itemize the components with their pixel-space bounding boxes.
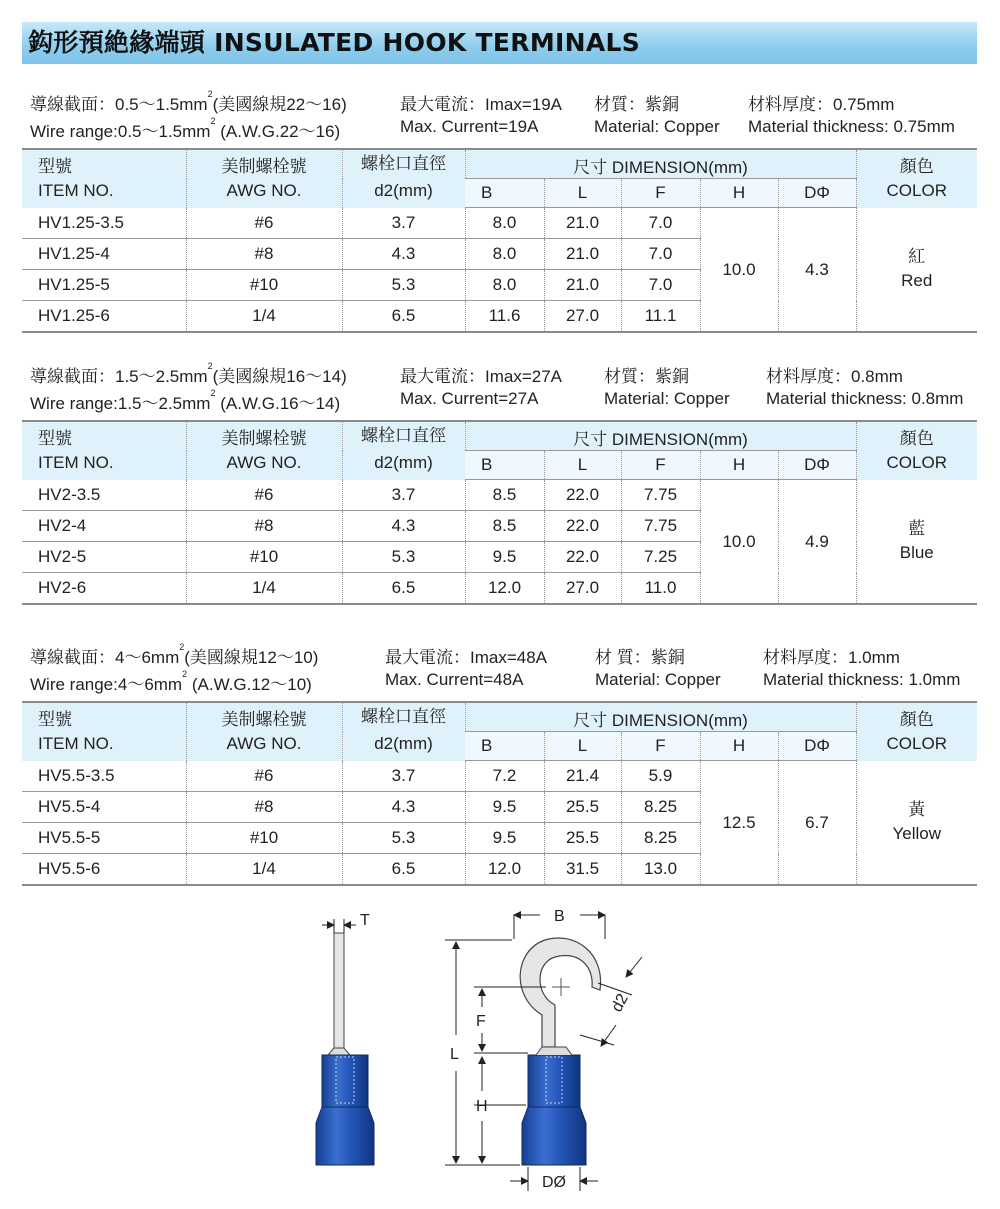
color-en: Blue	[899, 543, 934, 563]
cell-item: HV1.25-3.5	[22, 208, 186, 239]
max-current-cn: 最大電流：Imax=19A	[400, 95, 563, 114]
header-item	[22, 702, 186, 761]
header-color-en: COLOR	[886, 180, 947, 200]
header-dphi: DΦ	[778, 451, 856, 480]
label-dphi: DØ	[542, 1174, 566, 1191]
header-b: B	[465, 179, 544, 208]
terminal-section-3	[22, 637, 977, 878]
material-en: Material: Copper	[604, 389, 730, 408]
wire-range-cn-a: 導線截面：1.5～2.5mm	[30, 367, 208, 386]
max-current-cn: 最大電流：Imax=48A	[385, 648, 548, 667]
diagram-svg	[280, 895, 700, 1195]
wire-range-cn-a: 導線截面：4～6mm	[30, 648, 180, 667]
header-color-en: COLOR	[886, 452, 947, 472]
header-d2-cn: 螺栓口直徑	[361, 153, 446, 173]
cell-l: 21.0	[544, 239, 621, 270]
cell-awg: #10	[186, 270, 342, 301]
cell-f: 7.0	[621, 270, 700, 301]
superscript-2: 2	[182, 669, 188, 679]
cell-b: 8.5	[465, 480, 544, 511]
cell-d2: 3.7	[342, 208, 465, 239]
cell-b: 12.0	[465, 573, 544, 605]
cell-l: 31.5	[544, 854, 621, 886]
color-cn: 紅	[908, 247, 926, 267]
cell-h: 10.0	[700, 208, 778, 333]
thickness-en: Material thickness: 0.8mm	[766, 389, 964, 408]
header-item-cn: 型號	[38, 428, 72, 448]
terminal-section-2	[22, 356, 977, 597]
cell-l: 21.4	[544, 761, 621, 792]
cell-f: 13.0	[621, 854, 700, 886]
header-l: L	[544, 451, 621, 480]
spec-block	[22, 637, 977, 693]
cell-d2: 3.7	[342, 480, 465, 511]
cell-item: HV2-5	[22, 542, 186, 573]
header-d2-cn: 螺栓口直徑	[361, 706, 446, 726]
material-en: Material: Copper	[595, 670, 721, 689]
cell-h: 10.0	[700, 480, 778, 605]
header-f: F	[621, 451, 700, 480]
cell-item: HV5.5-4	[22, 792, 186, 823]
cell-d2: 5.3	[342, 270, 465, 301]
cell-awg: 1/4	[186, 854, 342, 886]
cell-f: 7.0	[621, 208, 700, 239]
header-color-cn: 顏色	[899, 709, 934, 729]
wire-range-cn	[30, 643, 318, 668]
cell-dphi: 4.3	[778, 208, 856, 333]
cell-b: 9.5	[465, 823, 544, 854]
cell-d2: 4.3	[342, 239, 465, 270]
wire-range-en-a: Wire range:4～6mm	[30, 675, 183, 694]
wire-range-cn	[30, 90, 347, 115]
cell-dphi: 6.7	[778, 761, 856, 886]
cell-b: 9.5	[465, 792, 544, 823]
cell-b: 7.2	[465, 761, 544, 792]
header-item-cn: 型號	[38, 709, 72, 729]
wire-range-cn-b: (美國線規16～14)	[212, 367, 347, 386]
header-dphi: DΦ	[778, 179, 856, 208]
thickness-en: Material thickness: 1.0mm	[763, 670, 961, 689]
cell-f: 7.75	[621, 511, 700, 542]
cell-f: 5.9	[621, 761, 700, 792]
cell-b: 8.0	[465, 239, 544, 270]
header-f: F	[621, 179, 700, 208]
wire-range-cn-a: 導線截面：0.5～1.5mm	[30, 95, 208, 114]
header-item-en: ITEM NO.	[38, 733, 114, 753]
cell-f: 8.25	[621, 823, 700, 854]
cell-d2: 3.7	[342, 761, 465, 792]
thickness-en: Material thickness: 0.75mm	[748, 117, 955, 136]
wire-range-en-b: (A.W.G.16～14)	[215, 394, 341, 413]
cell-awg: 1/4	[186, 573, 342, 605]
header-item-en: ITEM NO.	[38, 180, 114, 200]
cell-f: 11.1	[621, 301, 700, 333]
header-awg	[186, 421, 342, 480]
material-cn: 材質：紫銅	[604, 367, 689, 386]
cell-f: 8.25	[621, 792, 700, 823]
header-h: H	[700, 732, 778, 761]
label-b: B	[554, 908, 565, 925]
wire-range-en-b: (A.W.G.12～10)	[187, 675, 312, 694]
cell-d2: 4.3	[342, 511, 465, 542]
thickness-cn: 材料厚度：1.0mm	[763, 648, 900, 667]
thickness-cn: 材料厚度：0.8mm	[766, 367, 903, 386]
label-f: F	[476, 1013, 486, 1030]
header-color	[856, 702, 977, 761]
wire-range-en	[30, 117, 340, 142]
cell-l: 22.0	[544, 480, 621, 511]
max-current-cn: 最大電流：Imax=27A	[400, 367, 563, 386]
superscript-2: 2	[207, 89, 213, 99]
header-l: L	[544, 732, 621, 761]
spec-table	[22, 148, 977, 333]
label-l: L	[450, 1046, 459, 1063]
cell-awg: #10	[186, 542, 342, 573]
terminal-dimension-diagram	[280, 895, 700, 1195]
header-d2-cn: 螺栓口直徑	[361, 425, 446, 445]
color-en: Red	[901, 271, 933, 291]
max-current-en: Max. Current=19A	[400, 117, 539, 136]
cell-l: 25.5	[544, 823, 621, 854]
header-awg-en: AWG NO.	[226, 733, 302, 753]
header-awg	[186, 149, 342, 208]
cell-b: 8.0	[465, 208, 544, 239]
cell-item: HV5.5-6	[22, 854, 186, 886]
cell-d2: 5.3	[342, 542, 465, 573]
wire-range-en-a: Wire range:1.5～2.5mm	[30, 394, 211, 413]
color-cn: 黃	[908, 800, 926, 820]
header-item-cn: 型號	[38, 156, 72, 176]
wire-range-en	[30, 389, 340, 414]
terminal-section-1	[22, 84, 977, 325]
header-dphi: DΦ	[778, 732, 856, 761]
page-title: 鈎形預絶緣端頭 INSULATED HOOK TERMINALS	[28, 28, 641, 57]
cell-item: HV1.25-6	[22, 301, 186, 333]
cell-l: 21.0	[544, 270, 621, 301]
header-b: B	[465, 451, 544, 480]
wire-range-cn-b: (美國線規12～10)	[184, 648, 319, 667]
header-dimension: 尺寸 DIMENSION(mm)	[465, 421, 856, 451]
cell-item: HV2-3.5	[22, 480, 186, 511]
cell-h: 12.5	[700, 761, 778, 886]
header-item	[22, 149, 186, 208]
header-d2-en: d2(mm)	[374, 180, 433, 200]
header-d2	[342, 702, 465, 761]
cell-f: 11.0	[621, 573, 700, 605]
superscript-2: 2	[210, 388, 216, 398]
color-cn: 藍	[908, 519, 926, 539]
spec-block	[22, 356, 977, 412]
cell-f: 7.0	[621, 239, 700, 270]
header-d2	[342, 149, 465, 208]
header-awg-cn: 美制螺栓號	[221, 156, 307, 176]
cell-d2: 5.3	[342, 823, 465, 854]
cell-l: 22.0	[544, 511, 621, 542]
cell-l: 21.0	[544, 208, 621, 239]
material-cn: 材 質：紫銅	[595, 648, 685, 667]
header-b: B	[465, 732, 544, 761]
cell-awg: #6	[186, 480, 342, 511]
spec-block	[22, 84, 977, 140]
page-title-bar	[22, 22, 977, 64]
cell-awg: #10	[186, 823, 342, 854]
cell-awg: #6	[186, 208, 342, 239]
cell-f: 7.25	[621, 542, 700, 573]
header-awg-cn: 美制螺栓號	[221, 428, 307, 448]
cell-awg: #8	[186, 511, 342, 542]
superscript-2: 2	[207, 361, 213, 371]
cell-b: 8.5	[465, 511, 544, 542]
header-color-en: COLOR	[886, 733, 947, 753]
cell-b: 11.6	[465, 301, 544, 333]
side-view	[316, 912, 374, 1165]
spec-table	[22, 701, 977, 886]
cell-l: 27.0	[544, 301, 621, 333]
header-awg-cn: 美制螺栓號	[221, 709, 307, 729]
header-l: L	[544, 179, 621, 208]
cell-color	[856, 761, 977, 886]
thickness-cn: 材料厚度：0.75mm	[748, 95, 895, 114]
cell-awg: 1/4	[186, 301, 342, 333]
superscript-2: 2	[179, 642, 185, 652]
cell-b: 8.0	[465, 270, 544, 301]
header-color	[856, 149, 977, 208]
label-h: H	[476, 1098, 488, 1115]
superscript-2: 2	[210, 116, 216, 126]
cell-f: 7.75	[621, 480, 700, 511]
cell-color	[856, 208, 977, 333]
cell-d2: 6.5	[342, 301, 465, 333]
cell-awg: #6	[186, 761, 342, 792]
header-awg-en: AWG NO.	[226, 452, 302, 472]
header-dimension: 尺寸 DIMENSION(mm)	[465, 149, 856, 179]
cell-dphi: 4.9	[778, 480, 856, 605]
header-d2-en: d2(mm)	[374, 733, 433, 753]
header-item-en: ITEM NO.	[38, 452, 114, 472]
header-f: F	[621, 732, 700, 761]
cell-awg: #8	[186, 792, 342, 823]
header-color	[856, 421, 977, 480]
cell-l: 22.0	[544, 542, 621, 573]
cell-item: HV1.25-4	[22, 239, 186, 270]
cell-d2: 6.5	[342, 854, 465, 886]
table-row	[22, 480, 977, 511]
wire-range-en-b: (A.W.G.22～16)	[215, 122, 341, 141]
header-color-cn: 顏色	[899, 428, 934, 448]
table-row	[22, 761, 977, 792]
header-awg	[186, 702, 342, 761]
wire-range-en	[30, 670, 312, 695]
cell-item: HV5.5-3.5	[22, 761, 186, 792]
label-t: T	[360, 912, 370, 929]
header-item	[22, 421, 186, 480]
cell-color	[856, 480, 977, 605]
cell-d2: 6.5	[342, 573, 465, 605]
header-d2	[342, 421, 465, 480]
header-h: H	[700, 451, 778, 480]
wire-range-cn	[30, 362, 347, 387]
cell-item: HV1.25-5	[22, 270, 186, 301]
wire-range-cn-b: (美國線規22～16)	[212, 95, 347, 114]
cell-d2: 4.3	[342, 792, 465, 823]
header-h: H	[700, 179, 778, 208]
wire-range-en-a: Wire range:0.5～1.5mm	[30, 122, 211, 141]
cell-awg: #8	[186, 239, 342, 270]
spec-table	[22, 420, 977, 605]
cell-item: HV2-6	[22, 573, 186, 605]
header-d2-en: d2(mm)	[374, 452, 433, 472]
cell-item: HV2-4	[22, 511, 186, 542]
header-awg-en: AWG NO.	[226, 180, 302, 200]
material-en: Material: Copper	[594, 117, 720, 136]
header-color-cn: 顏色	[899, 156, 934, 176]
color-en: Yellow	[892, 824, 942, 844]
table-row	[22, 208, 977, 239]
cell-b: 12.0	[465, 854, 544, 886]
max-current-en: Max. Current=48A	[385, 670, 524, 689]
material-cn: 材質：紫銅	[594, 95, 679, 114]
label-d2: d2	[608, 991, 632, 1015]
cell-b: 9.5	[465, 542, 544, 573]
front-view	[445, 908, 642, 1191]
header-dimension: 尺寸 DIMENSION(mm)	[465, 702, 856, 732]
cell-item: HV5.5-5	[22, 823, 186, 854]
cell-l: 25.5	[544, 792, 621, 823]
max-current-en: Max. Current=27A	[400, 389, 539, 408]
cell-l: 27.0	[544, 573, 621, 605]
